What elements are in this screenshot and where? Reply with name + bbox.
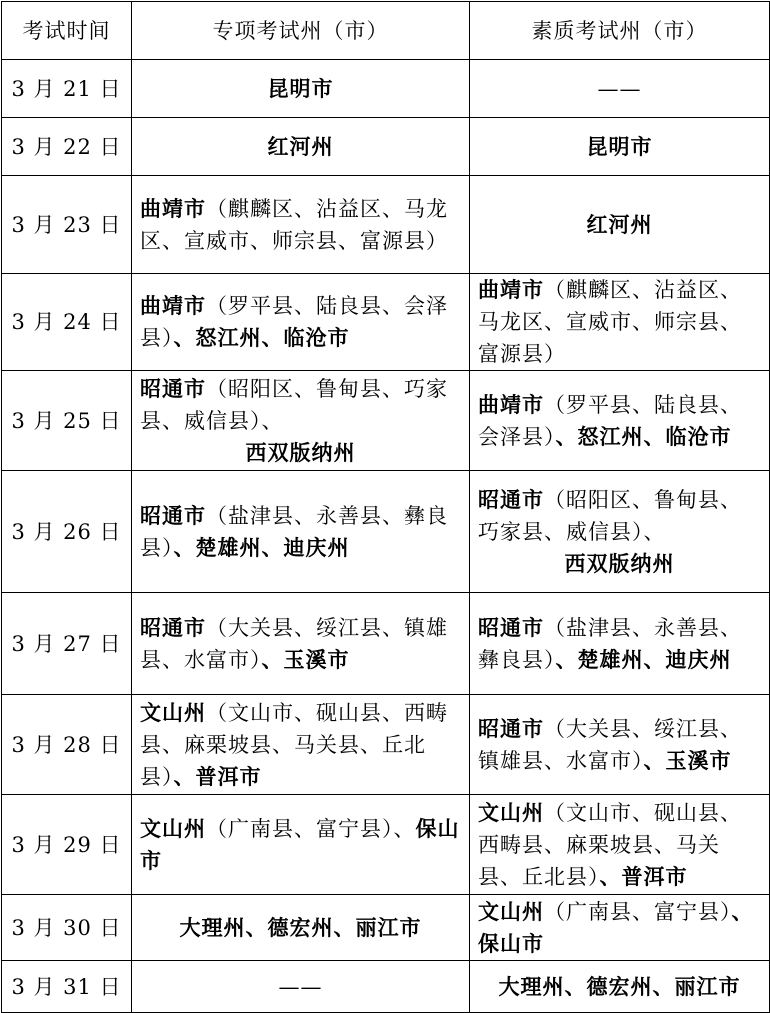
quality-exam-region	[470, 371, 770, 471]
quality-exam-region	[470, 695, 770, 795]
special-text-segment: 红河州	[267, 133, 334, 159]
quality-text-segment: 文山州	[478, 799, 544, 825]
quality-exam-region	[470, 593, 770, 695]
special-text-segment: （昭阳区、鲁甸县、巧家县、威信县）、	[140, 376, 448, 433]
special-exam-region	[132, 895, 470, 961]
schedule-row	[2, 176, 770, 274]
quality-text-segment: （罗平县、陆良县、会泽县）	[478, 392, 742, 449]
schedule-row	[2, 593, 770, 695]
quality-text-segment: 、普洱市	[599, 863, 688, 889]
special-text-segment: （盐津县、永善县、彝良县）	[140, 503, 448, 560]
quality-text-segment: （大关县、绥江县、镇雄县、水富市）	[478, 716, 742, 773]
header-exam-time: 考试时间	[2, 2, 132, 60]
schedule-row	[2, 371, 770, 471]
schedule-row	[2, 60, 770, 118]
quality-exam-region	[470, 471, 770, 593]
exam-date: 3 月 22 日	[2, 118, 132, 176]
special-text-segment: 文山州	[140, 815, 206, 841]
special-text-segment: 、怒江州、临沧市	[173, 325, 350, 350]
schedule-body	[2, 60, 770, 1013]
special-text-segment: 曲靖市	[140, 195, 206, 221]
schedule-row	[2, 895, 770, 961]
quality-text-segment: 大理州、德宏州、丽江市	[498, 973, 741, 999]
special-exam-region	[132, 274, 470, 371]
schedule-row	[2, 471, 770, 593]
quality-exam-region	[470, 961, 770, 1013]
schedule-row	[2, 274, 770, 371]
quality-text-segment: ——	[597, 76, 642, 101]
exam-date: 3 月 24 日	[2, 274, 132, 371]
quality-text-segment: 红河州	[586, 211, 653, 237]
quality-text-segment: 、怒江州、临沧市	[555, 423, 732, 449]
exam-date: 3 月 27 日	[2, 593, 132, 695]
special-text-segment: 、楚雄州、迪庆州	[173, 534, 350, 560]
schedule-row	[2, 695, 770, 795]
quality-text-segment: 昭通市	[478, 715, 544, 741]
special-exam-region	[132, 593, 470, 695]
special-text-segment: ——	[278, 974, 323, 999]
quality-text-segment: 、楚雄州、迪庆州	[555, 646, 732, 672]
special-text-segment: 、普洱市	[173, 763, 262, 789]
exam-date: 3 月 26 日	[2, 471, 132, 593]
special-text-segment: 昭通市	[140, 614, 206, 640]
quality-text-segment: 曲靖市	[478, 277, 544, 302]
special-text-segment: （文山市、砚山县、西畴县、麻栗坡县、马关县、丘北县）	[140, 700, 448, 789]
special-text-segment: 文山州	[140, 699, 206, 725]
exam-date: 3 月 21 日	[2, 60, 132, 118]
special-text-segment: 保山市	[140, 815, 460, 873]
exam-date: 3 月 29 日	[2, 795, 132, 895]
exam-date: 3 月 23 日	[2, 176, 132, 274]
special-exam-region	[132, 795, 470, 895]
schedule-row	[2, 795, 770, 895]
quality-exam-region	[470, 176, 770, 274]
quality-text-segment: 昭通市	[478, 486, 544, 512]
quality-text-segment: （麒麟区、沾益区、马龙区、宣威市、师宗县、富源县）	[478, 278, 742, 366]
special-exam-region	[132, 176, 470, 274]
quality-text-segment: （文山市、砚山县、西畴县、麻栗坡县、马关县、丘北县）	[478, 800, 742, 889]
quality-text-segment: 、保山市	[478, 898, 754, 956]
quality-exam-region	[470, 60, 770, 118]
exam-date: 3 月 28 日	[2, 695, 132, 795]
quality-exam-region	[470, 795, 770, 895]
special-exam-region	[132, 471, 470, 593]
quality-text-segment: 昭通市	[478, 614, 544, 640]
exam-date: 3 月 30 日	[2, 895, 132, 961]
special-text-segment: 大理州、德宏州、丽江市	[179, 914, 422, 940]
special-text-segment: 昭通市	[140, 502, 206, 528]
special-text-segment: （大关县、绥江县、镇雄县、水富市）	[140, 615, 448, 672]
special-text-segment: （罗平县、陆良县、会泽县）	[140, 294, 448, 350]
quality-text-segment: 昆明市	[586, 133, 653, 159]
quality-text-segment: （广南县、富宁县）	[544, 899, 732, 924]
special-text-segment: （广南县、富宁县）、	[206, 816, 416, 841]
special-exam-region	[132, 60, 470, 118]
exam-schedule-table	[1, 1, 770, 1013]
exam-date: 3 月 25 日	[2, 371, 132, 471]
quality-text-segment: 文山州	[478, 898, 544, 924]
exam-date: 3 月 31 日	[2, 961, 132, 1013]
header-row	[2, 2, 770, 60]
quality-text-segment: （昭阳区、鲁甸县、巧家县、威信县）、	[478, 487, 742, 544]
schedule-row	[2, 118, 770, 176]
quality-text-segment: （盐津县、永善县、彝良县）	[478, 615, 742, 672]
header-quality-exam-region: 素质考试州（市）	[470, 2, 770, 60]
special-text-segment: 曲靖市	[140, 293, 206, 318]
quality-text-segment: 曲靖市	[478, 391, 544, 417]
special-text-segment: 西双版纳州	[245, 439, 356, 465]
schedule-row	[2, 961, 770, 1013]
quality-text-segment: 、玉溪市	[643, 747, 732, 773]
special-exam-region	[132, 118, 470, 176]
quality-exam-region	[470, 895, 770, 961]
quality-exam-region	[470, 274, 770, 371]
special-exam-region	[132, 371, 470, 471]
quality-text-segment: 西双版纳州	[564, 550, 675, 576]
special-exam-region	[132, 695, 470, 795]
header-special-exam-region: 专项考试州（市）	[132, 2, 470, 60]
special-exam-region	[132, 961, 470, 1013]
special-text-segment: （麒麟区、沾益区、马龙区、宣威市、师宗县、富源县）	[140, 196, 448, 253]
special-text-segment: 昭通市	[140, 375, 206, 401]
special-text-segment: 、玉溪市	[261, 646, 350, 672]
quality-exam-region	[470, 118, 770, 176]
special-text-segment: 昆明市	[267, 75, 334, 101]
